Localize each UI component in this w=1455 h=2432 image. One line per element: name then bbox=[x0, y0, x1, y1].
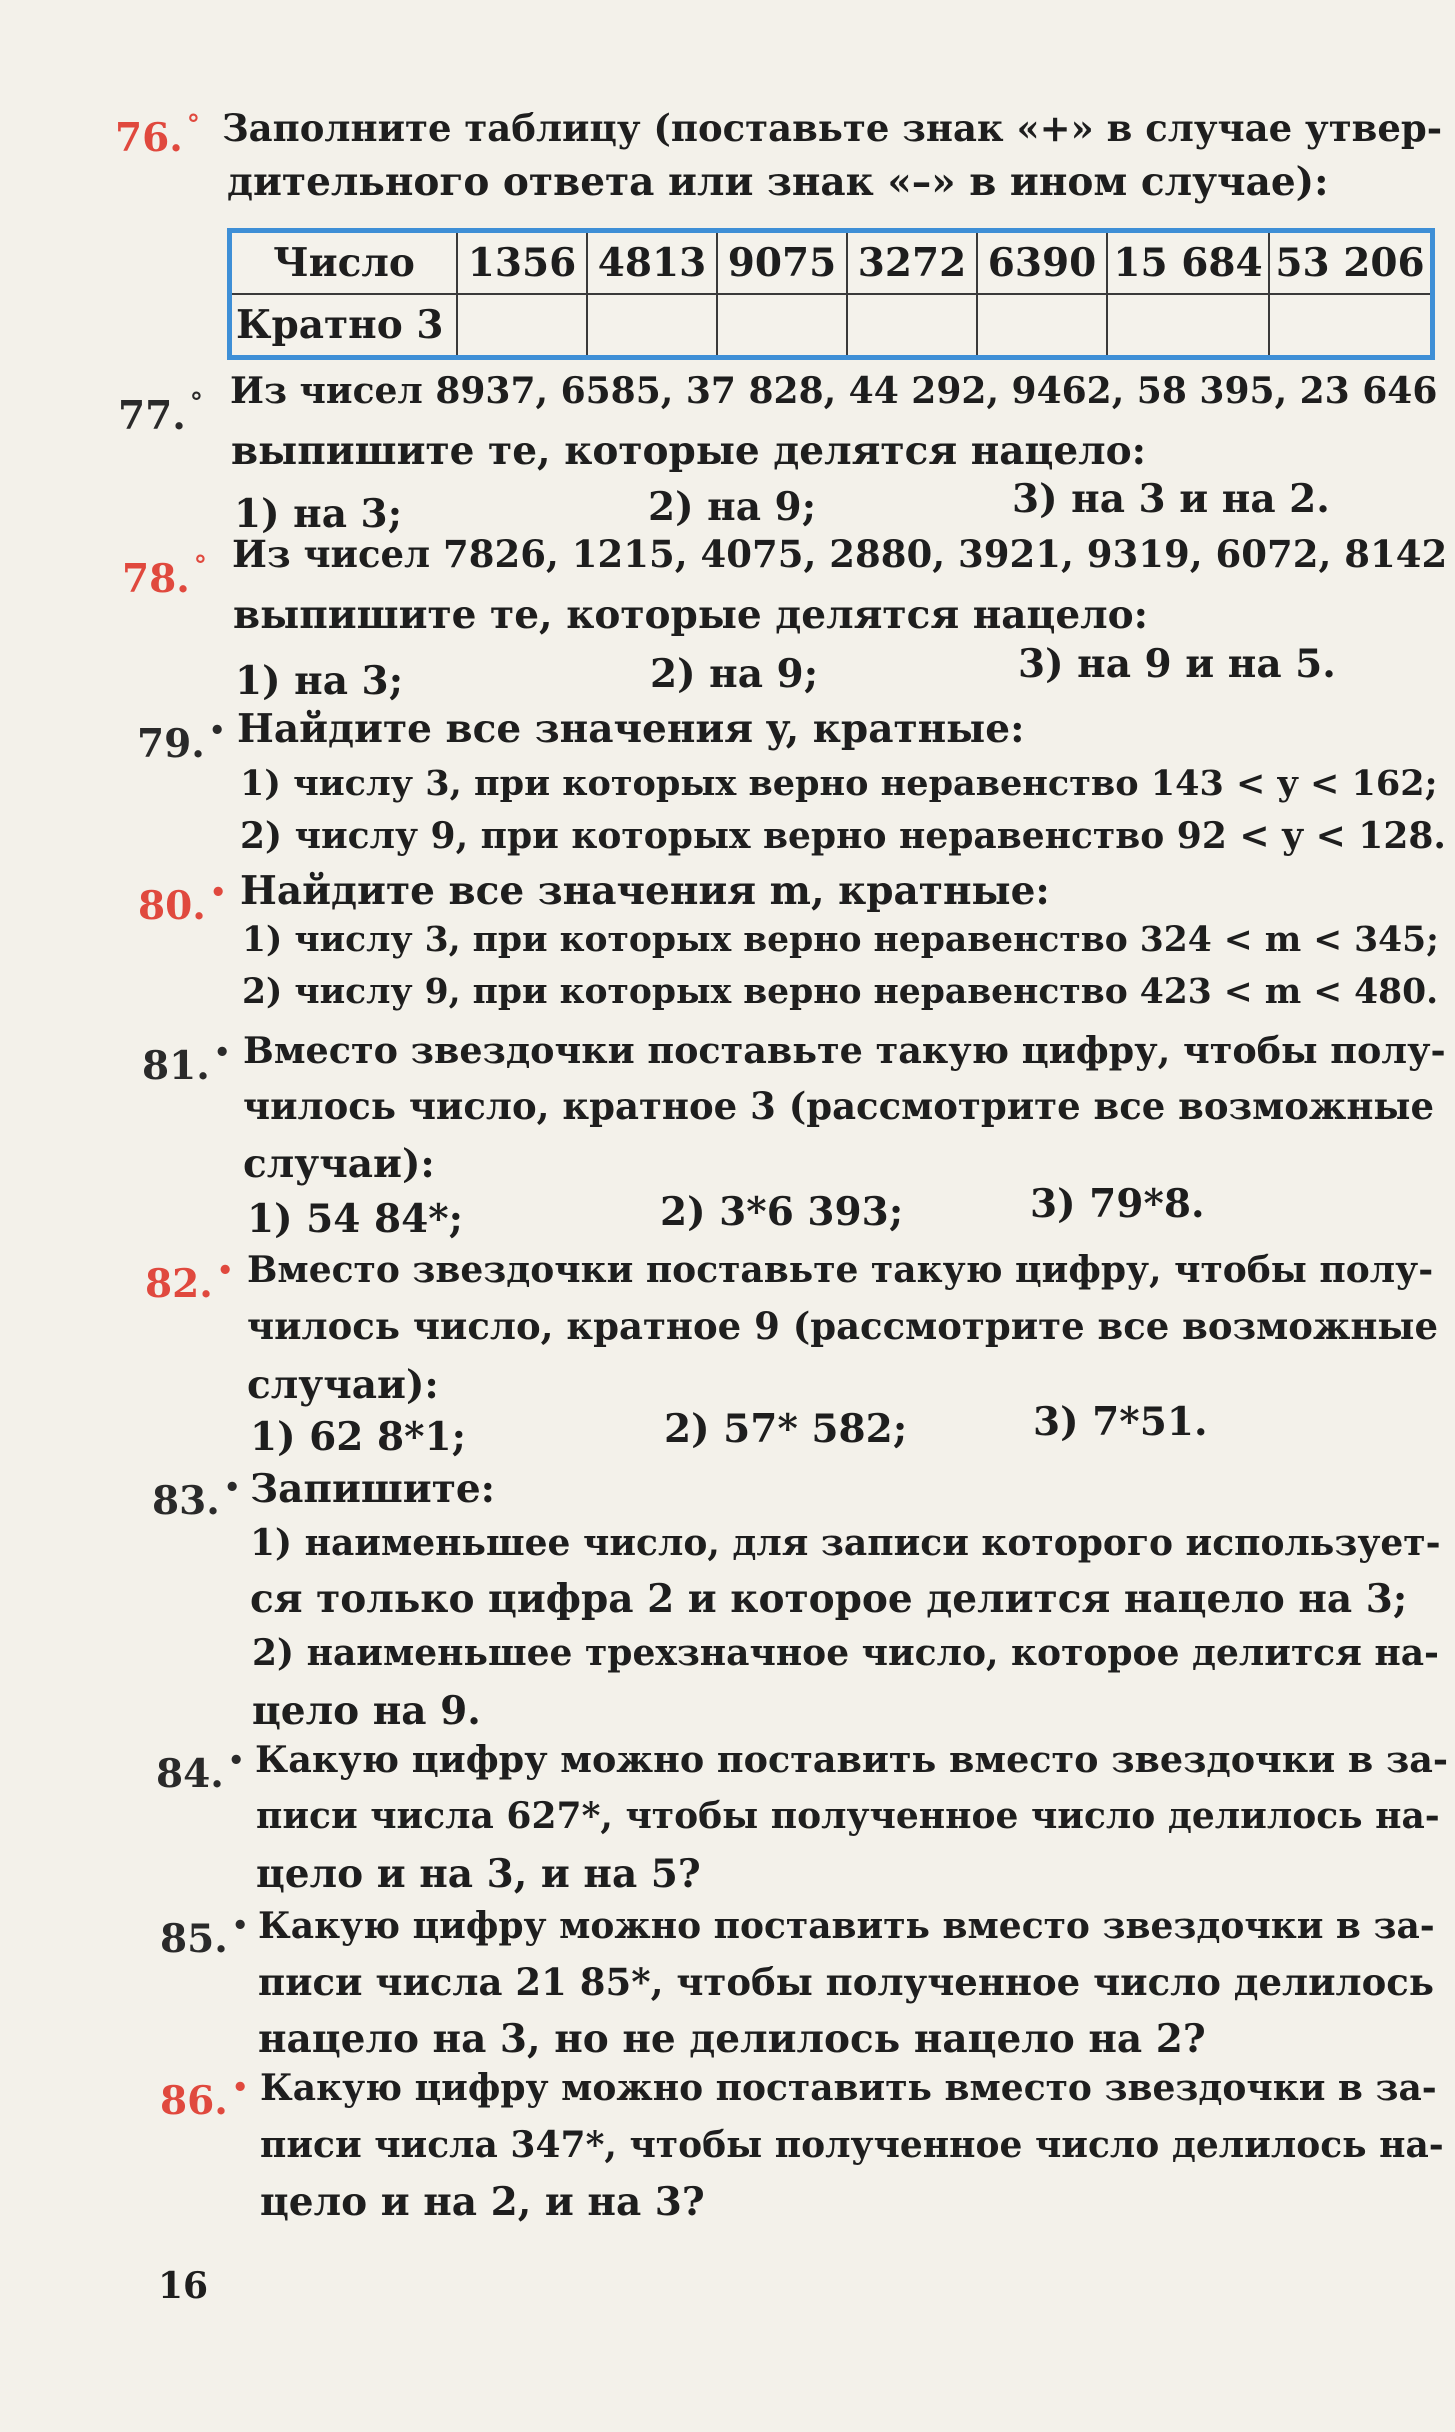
option: 1) на 3; bbox=[235, 658, 404, 704]
exercise-text-line: Какую цифру можно поставить вместо звездочки в за- bbox=[258, 1905, 1435, 1947]
exercise-number: 83. • bbox=[152, 1473, 241, 1524]
answer-cell bbox=[847, 294, 977, 355]
exercise-number: 76. ° bbox=[115, 110, 200, 161]
exercise-number: 85. • bbox=[160, 1911, 249, 1962]
exercise-text-line: 2) наименьшее трехзначное число, которое делится на- bbox=[252, 1632, 1439, 1674]
exercise-text-line: случаи): bbox=[247, 1362, 439, 1408]
exercise-text-line: цело и на 3, и на 5? bbox=[256, 1851, 701, 1897]
table-cell: 9075 bbox=[717, 233, 847, 294]
option: 1) 54 84*; bbox=[247, 1196, 464, 1242]
option: 1) 62 8*1; bbox=[250, 1414, 467, 1460]
exercise-text-line: Запишите: bbox=[250, 1466, 496, 1512]
answer-cell bbox=[1107, 294, 1269, 355]
exercise-number: 79. • bbox=[137, 716, 226, 767]
exercise-text-line: писи числа 347*, чтобы полученное число делилось на- bbox=[260, 2124, 1444, 2166]
exercise-text-line: Из чисел 8937, 6585, 37 828, 44 292, 9462, 58 395, 23 646 bbox=[230, 370, 1438, 412]
option: 3) 7*51. bbox=[1033, 1399, 1208, 1445]
exercise-number: 81. • bbox=[142, 1038, 231, 1089]
table-cell: 1356 bbox=[457, 233, 587, 294]
option: 3) на 3 и на 2. bbox=[1012, 476, 1330, 522]
exercise-text-line: Заполните таблицу (поставьте знак «+» в случае утвер- bbox=[222, 106, 1443, 150]
exercise-text-line: ся только цифра 2 и которое делится нацело на 3; bbox=[250, 1576, 1408, 1622]
exercise-text-line: выпишите те, которые делятся нацело: bbox=[233, 592, 1149, 638]
option: 2) на 9; bbox=[648, 484, 817, 530]
exercise-text-line: Найдите все значения m, кратные: bbox=[240, 868, 1050, 914]
exercise-text-line: 2) числу 9, при которых верно неравенство 423 < m < 480. bbox=[242, 972, 1439, 1012]
exercise-number: 84. • bbox=[156, 1746, 245, 1797]
page-number: 16 bbox=[158, 2265, 209, 2307]
answer-cell bbox=[1269, 294, 1430, 355]
option: 2) на 9; bbox=[650, 651, 819, 697]
answer-cell bbox=[717, 294, 847, 355]
option: 2) 57* 582; bbox=[664, 1406, 908, 1452]
exercise-text-line: чилось число, кратное 9 (рассмотрите все возможные bbox=[247, 1304, 1439, 1348]
exercise-text-line: Вместо звездочки поставьте такую цифру, чтобы полу- bbox=[243, 1029, 1446, 1072]
table-row bbox=[232, 294, 1430, 355]
option: 2) 3*6 393; bbox=[660, 1189, 904, 1235]
table-cell: 15 684 bbox=[1107, 233, 1269, 294]
exercise-text-line: Найдите все значения y, кратные: bbox=[237, 706, 1025, 752]
exercise-number: 82. • bbox=[145, 1256, 234, 1307]
option: 3) на 9 и на 5. bbox=[1018, 641, 1336, 687]
table-cell: 3272 bbox=[847, 233, 977, 294]
option: 3) 79*8. bbox=[1030, 1181, 1205, 1227]
exercise-text-line: 1) наименьшее число, для записи которого использует- bbox=[250, 1522, 1441, 1564]
exercise-text-line: нацело на 3, но не делилось нацело на 2? bbox=[258, 2016, 1206, 2062]
exercise-text-line: писи числа 21 85*, чтобы полученное число делилось bbox=[258, 1960, 1434, 2004]
divisibility-table bbox=[227, 228, 1435, 360]
exercise-text-line: дительного ответа или знак «–» в ином случае): bbox=[227, 159, 1329, 205]
exercise-number: 86. • bbox=[160, 2073, 249, 2124]
exercise-text-line: Какую цифру можно поставить вместо звездочки в за- bbox=[255, 1738, 1449, 1781]
table-header-cell: Кратно 3 bbox=[232, 294, 457, 355]
option: 1) на 3; bbox=[234, 491, 403, 537]
exercise-number: 80. • bbox=[138, 878, 227, 929]
exercise-text-line: чилось число, кратное 3 (рассмотрите все возможные bbox=[243, 1084, 1435, 1128]
table-header-cell: Число bbox=[232, 233, 457, 294]
exercise-number: 77. ° bbox=[118, 388, 203, 439]
exercise-text-line: Из чисел 7826, 1215, 4075, 2880, 3921, 9319, 6072, 8142 bbox=[232, 532, 1448, 576]
table-cell: 4813 bbox=[587, 233, 717, 294]
exercise-number: 78. ° bbox=[122, 551, 207, 602]
exercise-text-line: писи числа 627*, чтобы полученное число делилось на- bbox=[256, 1795, 1440, 1837]
exercise-text-line: 1) числу 3, при которых верно неравенство 143 < y < 162; bbox=[240, 763, 1438, 804]
exercise-text-line: случаи): bbox=[243, 1141, 435, 1187]
table-cell: 6390 bbox=[977, 233, 1107, 294]
exercise-text-line: цело и на 2, и на 3? bbox=[260, 2179, 705, 2225]
table-row bbox=[232, 233, 1430, 294]
answer-cell bbox=[977, 294, 1107, 355]
table-cell: 53 206 bbox=[1269, 233, 1430, 294]
answer-cell bbox=[587, 294, 717, 355]
exercise-text-line: 1) числу 3, при которых верно неравенство 324 < m < 345; bbox=[242, 920, 1439, 960]
exercise-text-line: выпишите те, которые делятся нацело: bbox=[231, 428, 1147, 474]
exercise-text-line: Вместо звездочки поставьте такую цифру, чтобы полу- bbox=[247, 1249, 1434, 1291]
exercise-text-line: Какую цифру можно поставить вместо звездочки в за- bbox=[260, 2067, 1437, 2109]
exercise-text-line: 2) числу 9, при которых верно неравенство 92 < y < 128. bbox=[240, 815, 1446, 857]
answer-cell bbox=[457, 294, 587, 355]
exercise-text-line: цело на 9. bbox=[252, 1688, 481, 1734]
